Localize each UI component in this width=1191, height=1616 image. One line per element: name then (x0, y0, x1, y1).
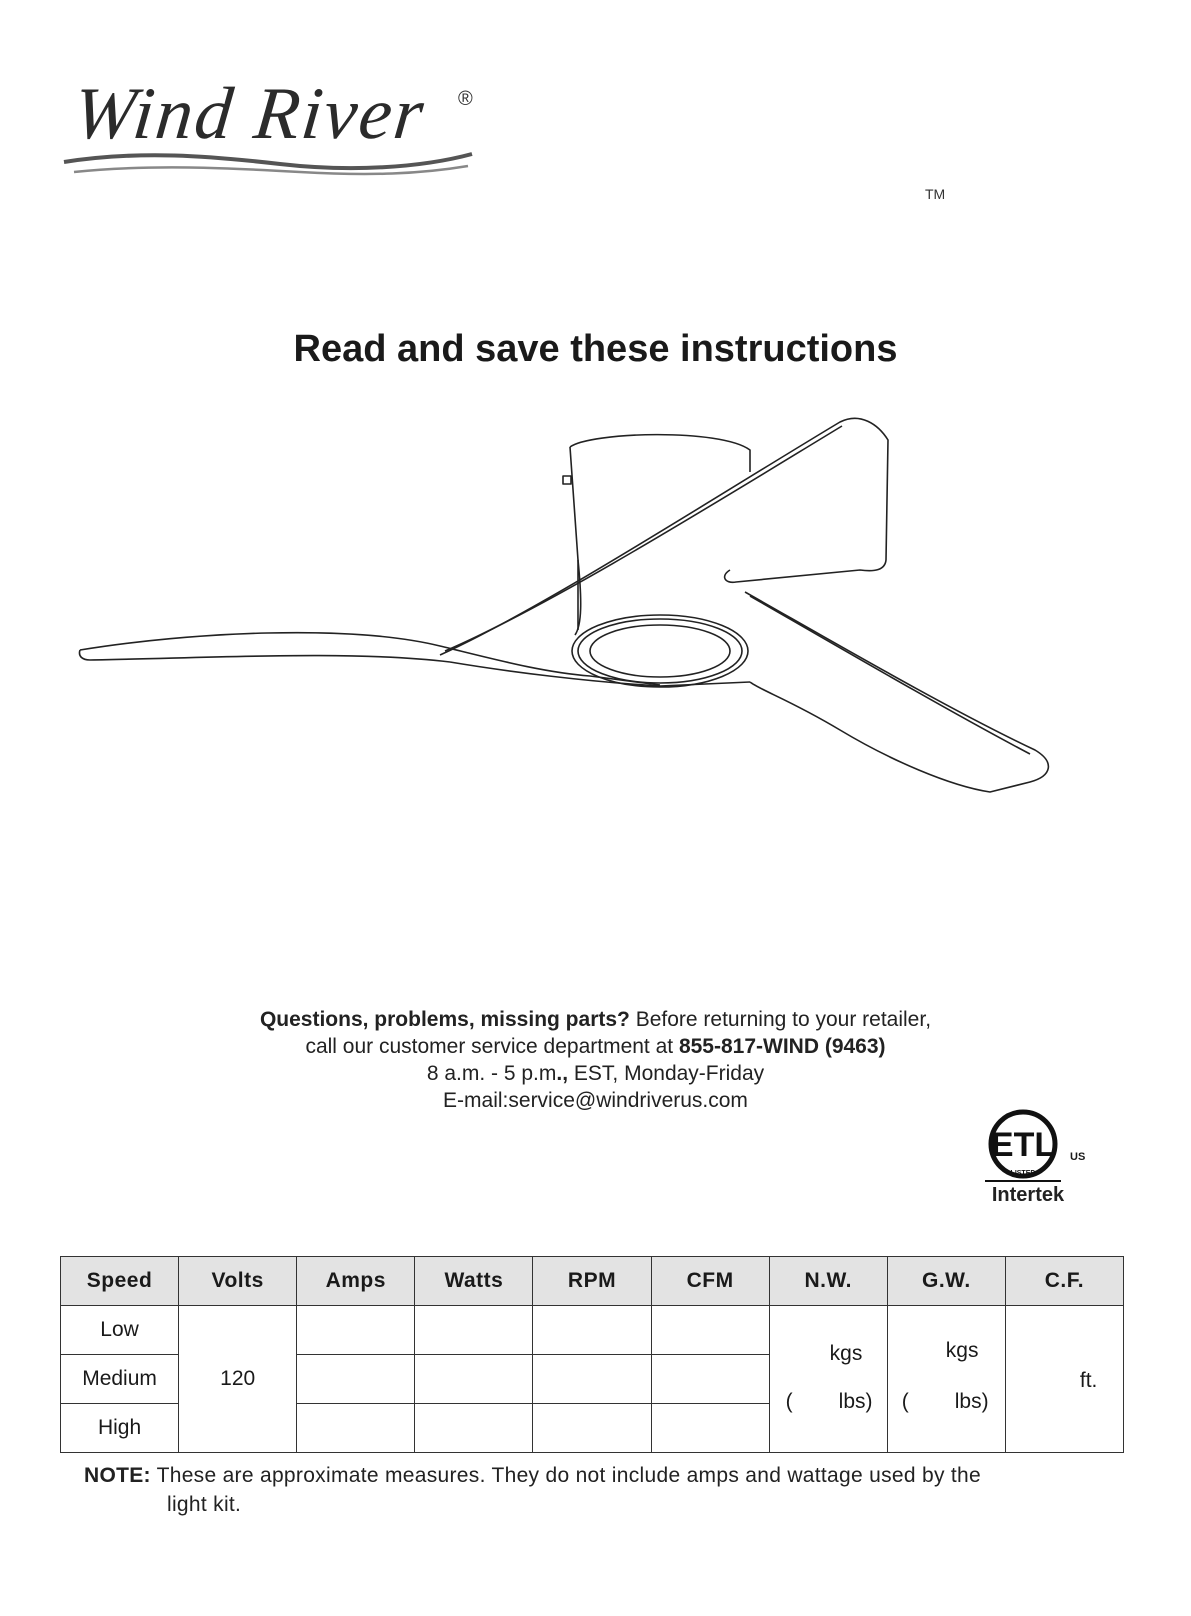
etl-listed-mark (985, 1108, 1095, 1208)
gw-kgs-unit: kgs (945, 1339, 979, 1362)
contact-hours-b: ., (556, 1062, 574, 1085)
contact-hours-a: 8 a.m. - 5 p.m (426, 1062, 557, 1085)
contact-email: E-mail:service@windriverus.com (443, 1089, 748, 1112)
etl-mark-text: ETL (990, 1126, 1056, 1164)
logo-wave-icon (60, 128, 480, 178)
contact-line-3 (0, 1060, 1191, 1087)
watts-low (415, 1306, 533, 1355)
rpm-high (533, 1404, 651, 1453)
table-row (61, 1306, 1124, 1355)
etl-logo-icon (985, 1108, 1071, 1182)
brand-logo (60, 73, 480, 178)
speed-high: High (61, 1404, 179, 1453)
speed-low: Low (61, 1306, 179, 1355)
rpm-medium (533, 1355, 651, 1404)
nw-lbs-unit: lbs) (838, 1390, 873, 1413)
contact-question-rest: Before returning to your retailer, (629, 1008, 932, 1031)
ceiling-fan-illustration (70, 410, 1080, 810)
contact-line-2 (0, 1033, 1191, 1060)
header-gw: G.W. (887, 1257, 1005, 1306)
nw-kgs-unit: kgs (829, 1342, 863, 1365)
etl-listed-text: LISTED (1010, 1170, 1036, 1177)
table-header-row (61, 1257, 1124, 1306)
note-text-line-1: These are approximate measures. They do not include amps and wattage used by the (150, 1464, 982, 1487)
customer-service-info (0, 1006, 1191, 1114)
header-volts: Volts (179, 1257, 297, 1306)
nw-lbs-open: ( (785, 1390, 793, 1413)
header-speed: Speed (61, 1257, 179, 1306)
brand-wordmark: Wind River (69, 73, 430, 155)
header-watts: Watts (415, 1257, 533, 1306)
cubic-feet-cell (1005, 1306, 1123, 1453)
watts-medium (415, 1355, 533, 1404)
header-rpm: RPM (533, 1257, 651, 1306)
rpm-low (533, 1306, 651, 1355)
page-title: Read and save these instructions (293, 328, 898, 370)
note-text-line-2: light kit. (167, 1493, 242, 1516)
intertek-label: Intertek (991, 1184, 1065, 1206)
gw-lbs-unit: lbs) (954, 1390, 989, 1413)
contact-phone: 855-817-WIND (9463) (678, 1035, 886, 1058)
trademark-symbol: TM (925, 186, 946, 202)
contact-question: Questions, problems, missing parts? (259, 1008, 630, 1031)
registered-mark: ® (458, 88, 473, 110)
contact-hours-c: EST, Monday-Friday (573, 1062, 765, 1085)
contact-call-text: call our customer service department at (305, 1035, 679, 1058)
header-amps: Amps (297, 1257, 415, 1306)
speed-medium: Medium (61, 1355, 179, 1404)
etl-us-label: US (1070, 1151, 1086, 1163)
cfm-low (651, 1306, 769, 1355)
amps-low (297, 1306, 415, 1355)
cf-unit: ft. (1079, 1369, 1098, 1392)
gw-lbs-open: ( (901, 1390, 909, 1413)
header-cfm: CFM (651, 1257, 769, 1306)
net-weight-cell (769, 1306, 887, 1453)
amps-medium (297, 1355, 415, 1404)
note-label: NOTE: (84, 1464, 151, 1487)
amps-high (297, 1404, 415, 1453)
specifications-table (60, 1256, 1124, 1453)
cfm-medium (651, 1355, 769, 1404)
header-nw: N.W. (769, 1257, 887, 1306)
volts-value: 120 (179, 1306, 297, 1453)
watts-high (415, 1404, 533, 1453)
cfm-high (651, 1404, 769, 1453)
gross-weight-cell (887, 1306, 1005, 1453)
contact-line-1 (0, 1006, 1191, 1033)
table-note (84, 1461, 1114, 1519)
header-cf: C.F. (1005, 1257, 1123, 1306)
